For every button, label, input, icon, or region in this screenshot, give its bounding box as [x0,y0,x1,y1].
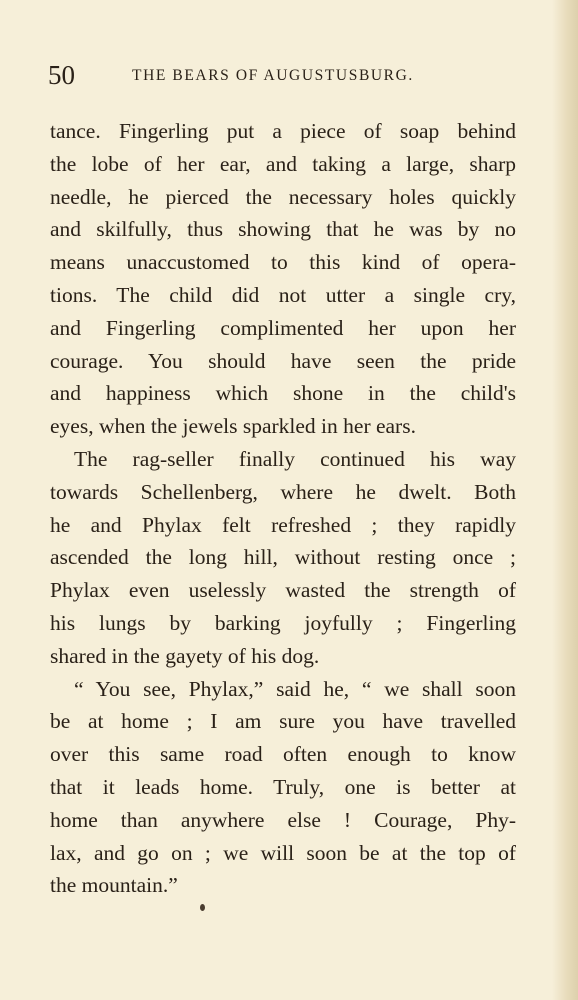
printer-ornament-mark [200,904,205,911]
body-text [50,115,516,902]
text-line: and happiness which shone in the child's [50,381,516,406]
text-line: be at home ; I am sure you have travelled [50,709,516,734]
running-title: THE BEARS OF AUGUSTUSBURG. [132,67,414,84]
text-line: home than anywhere else ! Courage, Phy- [50,807,516,832]
text-line: that it leads home. Truly, one is better at [50,774,516,799]
page-number: 50 [48,60,75,90]
text-line: towards Schellenberg, where he dwelt. Both [50,479,516,504]
text-line: courage. You should have seen the pride [50,348,516,373]
text-line: needle, he pierced the necessary holes quickly [50,184,516,209]
text-line: the mountain.” [50,873,178,898]
text-line: eyes, when the jewels sparkled in her ears. [50,414,416,439]
paragraph [50,115,516,443]
text-line: shared in the gayety of his dog. [50,643,320,668]
paragraph [50,443,516,673]
text-line: means unaccustomed to this kind of opera- [50,250,516,275]
page-header [48,58,518,94]
text-line: lax, and go on ; we will soon be at the top of [50,840,516,865]
text-line: The rag-seller finally continued his way [74,446,516,471]
text-line: the lobe of her ear, and taking a large, sharp [50,151,516,176]
text-line: ascended the long hill, without resting once ; [50,545,516,570]
text-line: and skilfully, thus showing that he was by no [50,217,516,242]
text-line: over this same road often enough to know [50,742,516,767]
text-line: tions. The child did not utter a single cry, [50,282,516,307]
page-edge-shadow [552,0,578,1000]
text-line: tance. Fingerling put a piece of soap behind [50,119,516,143]
paragraph [50,673,516,903]
text-line: Phylax even uselessly wasted the strength of [50,578,516,603]
text-line: he and Phylax felt refreshed ; they rapidly [50,512,516,537]
text-line: and Fingerling complimented her upon her [50,315,516,340]
text-line: “ You see, Phylax,” said he, “ we shall soon [74,676,516,701]
text-line: his lungs by barking joyfully ; Fingerling [50,610,516,635]
